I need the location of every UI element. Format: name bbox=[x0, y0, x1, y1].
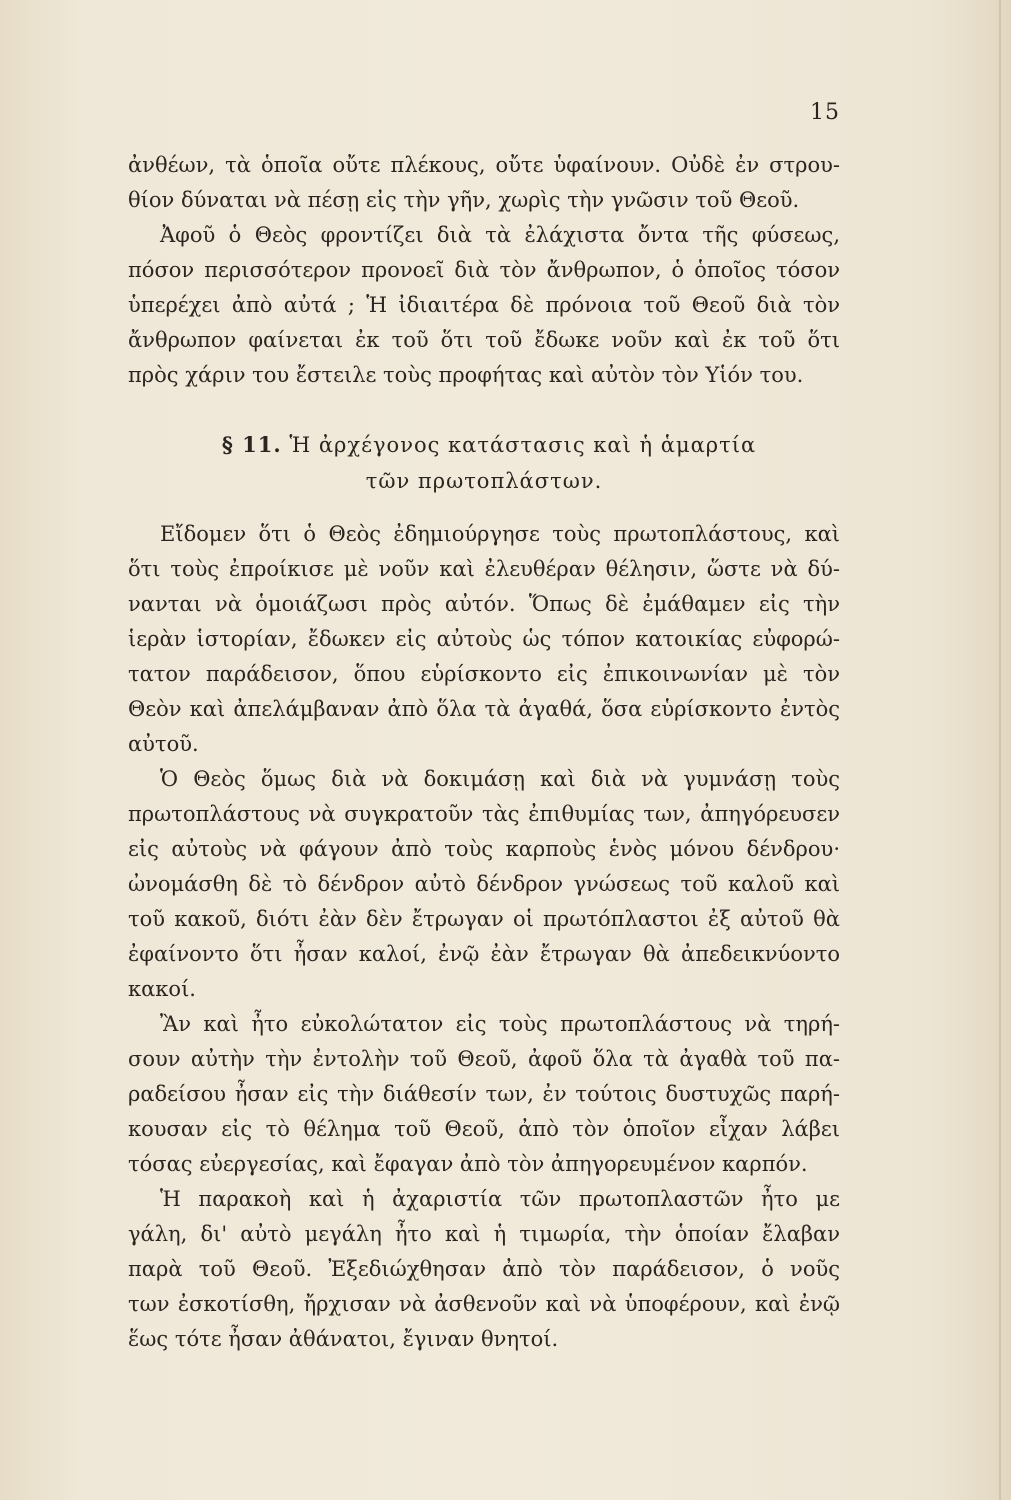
text-line: Ἂν καὶ ἦτο εὐκολώτατον εἰς τοὺς πρωτοπλάστους νὰ τηρή- bbox=[160, 1012, 840, 1036]
text-line: Εἴδομεν ὅτι ὁ Θεὸς ἐδημιούργησε τοὺς πρωτοπλάστους, καὶ bbox=[160, 522, 840, 546]
paragraph-1 bbox=[128, 148, 840, 218]
section-number: § 11. bbox=[221, 432, 282, 457]
text-line: τόσας εὐεργεσίας, καὶ ἔφαγαν ἀπὸ τὸν ἀπηγορευμένον καρπόν. bbox=[128, 1152, 808, 1176]
text-line: ἱερὰν ἱστορίαν, ἔδωκεν εἰς αὐτοὺς ὡς τόπον κατοικίας εὐφορώ- bbox=[128, 627, 840, 651]
text-line: νανται νὰ ὁμοιάζωσι πρὸς αὐτόν. Ὅπως δὲ ἐμάθαμεν εἰς τὴν bbox=[128, 592, 840, 616]
paragraph-3 bbox=[128, 517, 840, 762]
paragraph-6 bbox=[128, 1182, 840, 1357]
text-line: πόσον περισσότερον προνοεῖ διὰ τὸν ἄνθρωπον, ὁ ὁποῖος τόσον bbox=[128, 258, 840, 282]
text-line: ὑπερέχει ἀπὸ αὐτά ; Ἡ ἰδιαιτέρα δὲ πρόνοια τοῦ Θεοῦ διὰ τὸν bbox=[128, 293, 840, 317]
text-line: τοῦ κακοῦ, διότι ἐὰν δὲν ἔτρωγαν οἱ πρωτόπλαστοι ἐξ αὐτοῦ θὰ bbox=[128, 907, 840, 931]
text-line: παρὰ τοῦ Θεοῦ. Ἐξεδιώχθησαν ἀπὸ τὸν παράδεισον, ὁ νοῦς bbox=[128, 1257, 840, 1281]
page-number: 15 bbox=[810, 100, 840, 125]
text-line: ραδείσου ἦσαν εἰς τὴν διάθεσίν των, ἐν τούτοις δυστυχῶς παρή- bbox=[128, 1082, 840, 1106]
text-line: ἕως τότε ἦσαν ἀθάνατοι, ἔγιναν θνητοί. bbox=[128, 1327, 559, 1351]
text-line: Θεὸν καὶ ἀπελάμβαναν ἀπὸ ὅλα τὰ ἀγαθά, ὅσα εὑρίσκοντο ἐντὸς bbox=[128, 697, 840, 721]
text-line: ὅτι τοὺς ἐπροίκισε μὲ νοῦν καὶ ἐλευθέραν θέλησιν, ὥστε νὰ δύ- bbox=[128, 557, 840, 581]
text-line: αὐτοῦ. bbox=[128, 732, 199, 756]
text-line: ἐφαίνοντο ὅτι ἦσαν καλοί, ἐνῷ ἐὰν ἔτρωγαν θὰ ἀπεδεικνύοντο bbox=[128, 942, 840, 966]
text-line: πρωτοπλάστους νὰ συγκρατοῦν τὰς ἐπιθυμίας των, ἀπηγόρευσεν bbox=[128, 802, 840, 826]
text-line: θίον δύναται νὰ πέσῃ εἰς τὴν γῆν, χωρὶς τὴν γνῶσιν τοῦ Θεοῦ. bbox=[128, 188, 800, 212]
section-title-line2: τῶν πρωτοπλάστων. bbox=[365, 469, 603, 493]
text-line: Ὁ Θεὸς ὅμως διὰ νὰ δοκιμάσῃ καὶ διὰ νὰ γυμνάσῃ τοὺς bbox=[160, 767, 840, 791]
text-line: των ἐσκοτίσθη, ἤρχισαν νὰ ἀσθενοῦν καὶ νὰ ὑποφέρουν, καὶ ἐνῷ bbox=[128, 1292, 840, 1316]
text-line: τατον παράδεισον, ὅπου εὑρίσκοντο εἰς ἐπικοινωνίαν μὲ τὸν bbox=[128, 662, 840, 686]
paragraph-2 bbox=[128, 218, 840, 393]
text-line: ἀνθέων, τὰ ὁποῖα οὔτε πλέκους, οὔτε ὑφαίνουν. Οὐδὲ ἐν στρου- bbox=[128, 153, 840, 177]
body-text bbox=[128, 148, 840, 1357]
text-line: ἄνθρωπον φαίνεται ἐκ τοῦ ὅτι τοῦ ἔδωκε νοῦν καὶ ἐκ τοῦ ὅτι bbox=[128, 328, 840, 352]
text-line: γάλη, δι' αὐτὸ μεγάλη ἦτο καὶ ἡ τιμωρία, τὴν ὁποίαν ἔλαβαν bbox=[128, 1222, 840, 1246]
text-line: πρὸς χάριν του ἔστειλε τοὺς προφήτας καὶ αὐτὸν τὸν Υἱόν του. bbox=[128, 363, 804, 387]
text-line: κουσαν εἰς τὸ θέλημα τοῦ Θεοῦ, ἀπὸ τὸν ὁποῖον εἶχαν λάβει bbox=[128, 1117, 840, 1141]
text-line: εἰς αὐτοὺς νὰ φάγουν ἀπὸ τοὺς καρποὺς ἑνὸς μόνου δένδρου· bbox=[128, 837, 840, 861]
text-line: κακοί. bbox=[128, 977, 196, 1001]
text-line: Ἡ παρακοὴ καὶ ἡ ἀχαριστία τῶν πρωτοπλαστῶν ἦτο με bbox=[160, 1187, 840, 1211]
section-heading bbox=[128, 427, 840, 499]
text-line: ὠνομάσθη δὲ τὸ δένδρον αὐτὸ δένδρον γνώσεως τοῦ καλοῦ καὶ bbox=[128, 872, 840, 896]
text-line: Ἀφοῦ ὁ Θεὸς φροντίζει διὰ τὰ ἐλάχιστα ὄντα τῆς φύσεως, bbox=[160, 223, 840, 247]
section-title-line1: Ἡ ἀρχέγονος κατάστασις καὶ ἡ ἁμαρτία bbox=[289, 433, 757, 457]
paragraph-5 bbox=[128, 1007, 840, 1182]
text-line: σουν αὐτὴν τὴν ἐντολὴν τοῦ Θεοῦ, ἀφοῦ ὅλα τὰ ἀγαθὰ τοῦ πα- bbox=[128, 1047, 840, 1071]
paragraph-4 bbox=[128, 762, 840, 1007]
page-edge bbox=[999, 0, 1001, 1500]
